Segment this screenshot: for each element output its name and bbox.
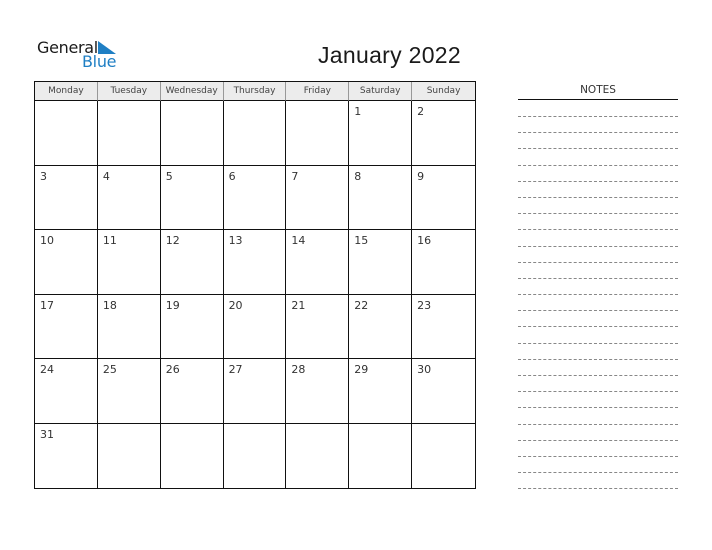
day-cell <box>412 359 475 424</box>
notes-line <box>518 391 678 392</box>
day-number: 17 <box>40 298 54 312</box>
day-number: 9 <box>417 169 425 183</box>
notes-line <box>518 278 678 279</box>
day-cell <box>35 295 98 360</box>
weekday-header: Thursday <box>224 82 287 101</box>
day-cell <box>349 359 412 424</box>
day-cell <box>412 295 475 360</box>
day-number: 22 <box>354 298 369 312</box>
day-cell <box>161 424 224 489</box>
notes-line <box>518 165 678 166</box>
weekday-header: Wednesday <box>161 82 224 101</box>
day-number: 24 <box>40 363 54 376</box>
day-number: 31 <box>40 427 54 441</box>
day-number: 15 <box>354 234 369 247</box>
day-number: 1 <box>354 105 362 118</box>
notes-line <box>518 246 678 247</box>
notes-line <box>518 343 678 344</box>
notes-line <box>518 424 678 425</box>
day-number: 13 <box>228 234 243 247</box>
notes-line <box>518 407 678 408</box>
notes-line <box>518 456 678 457</box>
day-cell <box>224 359 287 424</box>
day-number: 2 <box>417 105 425 118</box>
day-number: 18 <box>102 298 117 312</box>
day-cell <box>35 359 98 424</box>
day-cell <box>161 230 224 295</box>
day-cell <box>349 166 412 231</box>
day-cell <box>224 424 287 489</box>
day-number: 26 <box>165 363 180 376</box>
logo-word-blue: Blue <box>82 52 117 71</box>
day-number: 19 <box>165 298 180 312</box>
notes-lines <box>518 116 678 505</box>
day-number: 20 <box>228 298 243 312</box>
day-number: 8 <box>354 169 362 183</box>
day-cell <box>98 166 161 231</box>
day-cell <box>161 101 224 166</box>
day-number: 14 <box>291 234 306 247</box>
notes-line <box>518 472 678 473</box>
day-cell <box>412 166 475 231</box>
day-cell <box>286 424 349 489</box>
day-cell <box>161 295 224 360</box>
day-number: 3 <box>40 169 47 183</box>
notes-line <box>518 326 678 327</box>
weekday-header: Monday <box>35 82 98 101</box>
day-cell <box>35 166 98 231</box>
day-cell <box>412 101 475 166</box>
day-cell <box>98 424 161 489</box>
day-cell <box>161 166 224 231</box>
day-number: 11 <box>102 234 117 247</box>
day-cell <box>98 359 161 424</box>
notes-line <box>518 148 678 149</box>
day-cell <box>224 295 287 360</box>
day-cell <box>35 424 98 489</box>
day-cell <box>349 101 412 166</box>
day-number: 12 <box>165 234 180 247</box>
day-number: 27 <box>228 363 243 376</box>
logo-word-general: General <box>37 38 98 57</box>
day-cell <box>224 101 287 166</box>
day-cell <box>412 230 475 295</box>
day-number: 29 <box>354 363 369 376</box>
notes-line <box>518 229 678 230</box>
day-number: 25 <box>102 363 117 376</box>
day-number: 28 <box>291 363 306 376</box>
notes-line <box>518 294 678 295</box>
day-number: 6 <box>228 169 236 183</box>
day-cell <box>349 230 412 295</box>
day-cell <box>286 359 349 424</box>
logo <box>37 38 127 72</box>
page-title: January 2022 <box>318 42 461 68</box>
weekday-header: Tuesday <box>98 82 161 101</box>
notes-divider <box>518 99 678 100</box>
day-cell <box>224 230 287 295</box>
day-cell <box>286 166 349 231</box>
day-cell <box>286 295 349 360</box>
day-number: 23 <box>417 298 432 312</box>
weekday-header: Saturday <box>349 82 412 101</box>
day-cell <box>224 166 287 231</box>
notes-line <box>518 197 678 198</box>
day-cell <box>98 230 161 295</box>
notes-line <box>518 213 678 214</box>
day-number: 4 <box>102 169 110 183</box>
day-cell <box>286 101 349 166</box>
day-number: 10 <box>40 234 54 247</box>
day-cell <box>98 295 161 360</box>
notes-line <box>518 310 678 311</box>
day-cell <box>98 101 161 166</box>
notes-line <box>518 262 678 263</box>
day-number: 5 <box>165 169 173 183</box>
weekday-header: Friday <box>286 82 349 101</box>
day-cell <box>286 230 349 295</box>
day-cell <box>412 424 475 489</box>
calendar-grid <box>34 81 476 489</box>
day-number: 21 <box>291 298 306 312</box>
notes-line <box>518 132 678 133</box>
notes-line <box>518 181 678 182</box>
day-cell <box>35 230 98 295</box>
notes-line <box>518 488 678 489</box>
day-number: 7 <box>291 169 299 183</box>
notes-line <box>518 375 678 376</box>
day-cell <box>35 101 98 166</box>
day-number: 16 <box>417 234 432 247</box>
notes-title: NOTES <box>580 84 616 96</box>
notes-line <box>518 116 678 117</box>
notes-line <box>518 440 678 441</box>
day-cell <box>349 424 412 489</box>
day-cell <box>349 295 412 360</box>
weekday-header: Sunday <box>412 82 475 101</box>
notes-line <box>518 359 678 360</box>
day-cell <box>161 359 224 424</box>
day-number: 30 <box>417 363 432 376</box>
